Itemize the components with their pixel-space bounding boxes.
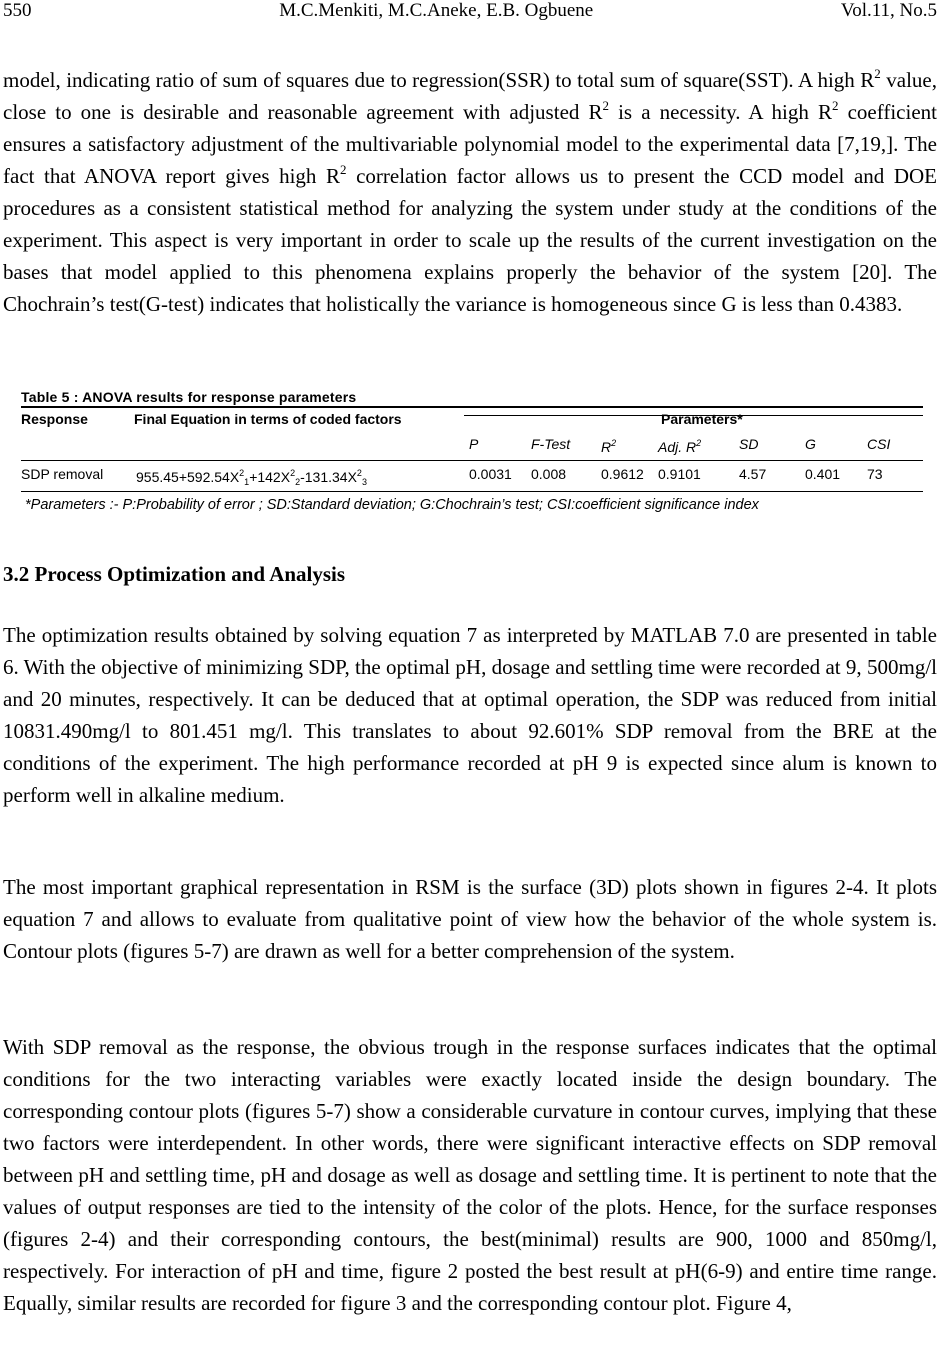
- param-sd: SD: [739, 436, 759, 452]
- text-run: R: [601, 439, 612, 455]
- param-f-test: F-Test: [531, 436, 571, 452]
- value-adj-r2: 0.9101: [658, 466, 701, 482]
- header-parameters: Parameters*: [661, 411, 743, 427]
- table-row: [21, 460, 923, 491]
- text-run: correlation factor allows us to present the CCD model and DOE procedures as a consistent statistical method for analyzing the system under study at the conditions of the experiment. This aspect is very important in order to scale up the results of the current investigation on the bases that model applied to this phenomena explains properly the behavior of the system [20]. The Chochrain’s test(G-test) indicates that holistically the variance is homogeneous since G is less than 0.4383.: [3, 164, 937, 316]
- subscript: 3: [361, 477, 367, 487]
- table-parameter-row: [21, 430, 923, 460]
- text-run: value, close to one is desirable and reasonable agreement with adjusted R: [3, 68, 937, 124]
- subscript: 2: [295, 477, 301, 487]
- value-csi: 73: [867, 466, 883, 482]
- superscript: 2: [290, 468, 296, 478]
- header-response: Response: [21, 411, 88, 427]
- page-number: 550: [3, 0, 32, 21]
- value-sd: 4.57: [739, 466, 767, 482]
- value-p: 0.0031: [469, 466, 512, 482]
- anova-table: [21, 388, 923, 518]
- value-f-test: 0.008: [531, 466, 567, 482]
- param-g: G: [805, 436, 816, 452]
- superscript: 2: [239, 468, 245, 478]
- subscript: 1: [244, 477, 250, 487]
- param-r2: [601, 439, 616, 455]
- text-run: -131.34X: [300, 469, 357, 485]
- value-r2: 0.9612: [601, 466, 644, 482]
- paragraph-optimization: The optimization results obtained by solving equation 7 as interpreted by MATLAB 7.0 are presented in table 6. With the objective of minimizing SDP, the optimal pH, dosage and settling time were recorded at 9, 500mg/l and 20 minutes, respectively. It can be deduced that at optimal operation, the SDP was reduced from initial 10831.490mg/l to 801.451 mg/l. This translates to about 92.601% SDP removal from the BRE at the conditions of the experiment. The high performance recorded at pH 9 is expected since alum is known to perform well in alkaline medium.: [3, 623, 937, 807]
- section-heading: 3.2 Process Optimization and Analysis: [3, 562, 346, 586]
- parameters-rule: [464, 415, 923, 416]
- paragraph-r2-discussion: [3, 64, 937, 320]
- text-run: 955.45+592.54X: [136, 469, 240, 485]
- text-run: is a necessity. A high R: [609, 100, 832, 124]
- param-p: P: [469, 436, 479, 452]
- text-run: model, indicating ratio of sum of squares due to regression(SSR) to total sum of square(SST). A high R: [3, 68, 875, 92]
- param-adj-r2: [658, 439, 701, 455]
- table-caption: Table 5 : ANOVA results for response parameters: [21, 389, 357, 405]
- text-run: Adj. R: [658, 439, 697, 455]
- text-run: coefficient ensures a satisfactory adjustment of the multivariable polynomial model to the experimental data [7,19,]. The fact that ANOVA report gives high R: [3, 100, 937, 188]
- superscript: 2: [602, 98, 609, 113]
- header-volume: Vol.11, No.5: [840, 0, 937, 21]
- superscript: 2: [611, 438, 617, 448]
- superscript: 2: [832, 98, 839, 113]
- header-authors: M.C.Menkiti, M.C.Aneke, E.B. Ogbuene: [279, 0, 594, 21]
- paragraph-sdp-removal: With SDP removal as the response, the obvious trough in the response surfaces indicates that the optimal conditions for the two interacting variables were exactly located inside the design boundary. The corresponding contour plots (figures 5-7) show a considerable curvature in contour curves, implying that these two factors were interdependent. In other words, there were significant interactive effects on SDP removal between pH and settling time, pH and dosage as well as dosage and settling time. It is pertinent to note that the values of output responses are tied to the intensity of the color of the plots. Hence, for the surface responses (figures 2-4) and their corresponding contours, the best(minimal) results are 900, 1000 and 850mg/l, respectively. For interaction of pH and time, figure 2 posted the best result at pH(6-9) and entire time range. Equally, similar results are recorded for figure 3 and the corresponding contour plot. Figure 4,: [3, 1035, 937, 1315]
- row-response: SDP removal: [21, 466, 104, 482]
- final-equation: [136, 469, 367, 485]
- superscript: 2: [696, 438, 702, 448]
- value-g: 0.401: [805, 466, 841, 482]
- param-csi: CSI: [867, 436, 891, 452]
- table-header-row: [21, 406, 923, 430]
- superscript: 2: [874, 66, 881, 81]
- running-header: [3, 0, 937, 22]
- text-run: +142X: [249, 469, 291, 485]
- table-footnote: *Parameters :- P:Probability of error ; SD:Standard deviation; G:Chochrain’s test; CSI:coefficient significance index: [21, 491, 923, 518]
- superscript: 2: [340, 162, 347, 177]
- superscript: 2: [356, 468, 362, 478]
- header-equation: Final Equation in terms of coded factors: [134, 411, 402, 427]
- journal-page: [3, 0, 937, 1315]
- paragraph-surface-plots: The most important graphical representation in RSM is the surface (3D) plots shown in figures 2-4. It plots equation 7 and allows to evaluate from qualitative point of view how the behavior of the whole system is. Contour plots (figures 5-7) are drawn as well for a better comprehension of the system.: [3, 875, 937, 963]
